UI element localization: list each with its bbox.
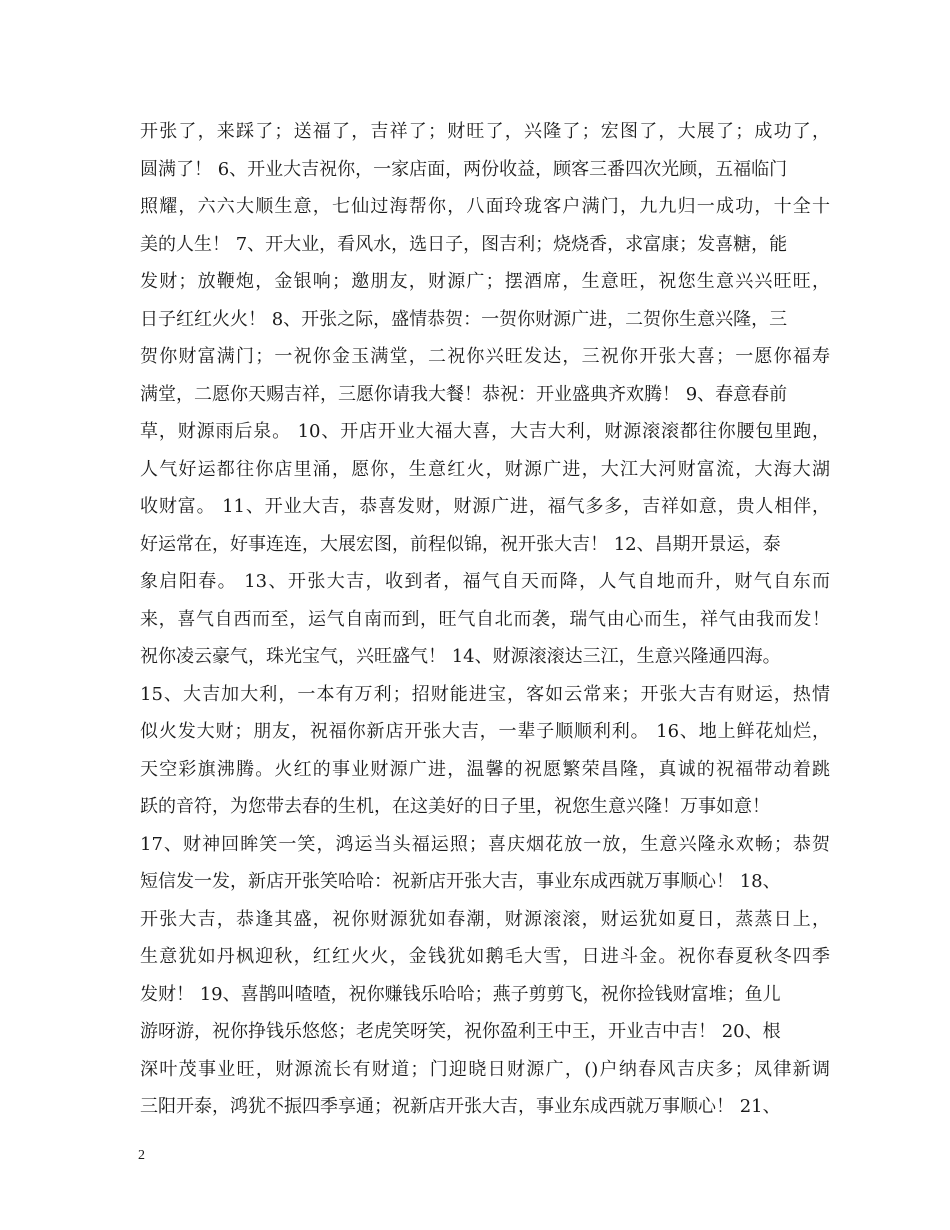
text-line: 贺你财富满门；一祝你金玉满堂，二祝你兴旺发达，三祝你开张大喜；一愿你福寿 xyxy=(140,346,830,367)
text-line: 照耀，六六大顺生意，七仙过海帮你，八面玲珑客户满门，九九归一成功，十全十 xyxy=(140,196,830,217)
text-line: 人气好运都往你店里涌，愿你，生意红火，财源广进，大江大河财富流，大海大湖 xyxy=(140,458,830,480)
body-text xyxy=(140,113,830,1126)
text-line: 收财富。 11、开业大吉，恭喜发财，财源广进，福气多多，吉祥如意，贵人相伴， xyxy=(140,496,830,517)
text-line: 美的人生！ 7、开大业，看风水，选日子，图吉利；烧烧香，求富康；发喜糖，能 xyxy=(140,233,788,255)
text-line: 满堂，二愿你天赐吉祥，三愿你请我大餐！恭祝：开业盛典齐欢腾！ 9、春意春前 xyxy=(140,383,788,405)
text-line: 象启阳春。 13、开张大吉，收到者，福气自天而降，人气自地而升，财气自东而 xyxy=(140,571,830,592)
text-line: 跃的音符，为您带去春的生机，在这美好的日子里，祝您生意兴隆！万事如意！ xyxy=(140,796,770,817)
text-line: 17、财神回眸笑一笑，鸿运当头福运照；喜庆烟花放一放，生意兴隆永欢畅；恭贺 xyxy=(140,833,830,855)
text-line: 三阳开泰，鸿犹不振四季享通；祝新店开张大吉，事业东成西就万事顺心！ 21、 xyxy=(140,1096,781,1117)
text-line: 祝你凌云豪气，珠光宝气，兴旺盛气！ 14、财源滚滚达三江，生意兴隆通四海。 xyxy=(140,646,781,667)
text-line: 短信发一发，新店开张笑哈哈：祝新店开张大吉，事业东成西就万事顺心！ 18、 xyxy=(140,871,781,892)
text-line: 发财！ 19、喜鹊叫喳喳，祝你赚钱乐哈哈；燕子剪剪飞，祝你捡钱财富堆；鱼儿 xyxy=(140,983,781,1005)
text-line: 天空彩旗沸腾。火红的事业财源广进，温馨的祝愿繁荣昌隆，真诚的祝福带动着跳 xyxy=(140,758,830,780)
text-line: 发财；放鞭炮，金银响；邀朋友，财源广；摆酒席，生意旺，祝您生意兴兴旺旺， xyxy=(140,271,830,292)
text-line: 开张大吉，恭逢其盛，祝你财源犹如春潮，财源滚滚，财运犹如夏日，蒸蒸日上， xyxy=(140,908,830,930)
text-line: 游呀游，祝你挣钱乐悠悠；老虎笑呀笑，祝你盈利王中王，开业吉中吉！ 20、根 xyxy=(140,1021,781,1042)
text-line: 圆满了！ 6、开业大吉祝你，一家店面，两份收益，顾客三番四次光顾，五福临门 xyxy=(140,158,788,180)
text-line: 来，喜气自西而至，运气自南而到，旺气自北而袭，瑞气由心而生，祥气由我而发！ xyxy=(140,608,830,630)
text-line: 开张了，来踩了；送福了，吉祥了；财旺了，兴隆了；宏图了，大展了；成功了， xyxy=(140,121,830,142)
text-line: 深叶茂事业旺，财源流长有财道；门迎晓日财源广，()户纳春风吉庆多；凤律新调 xyxy=(140,1058,830,1080)
text-line: 日子红红火火！ 8、开张之际，盛情恭贺：一贺你财源广进，二贺你生意兴隆，三 xyxy=(140,308,788,330)
text-line: 15、大吉加大利，一本有万利；招财能进宝，客如云常来；开张大吉有财运，热情 xyxy=(140,683,830,705)
page-number: 2 xyxy=(138,1148,145,1163)
text-line: 草，财源雨后泉。 10、开店开业大福大喜，大吉大利，财源滚滚都往你腰包里跑， xyxy=(140,421,830,442)
text-line: 好运常在，好事连连，大展宏图，前程似锦，祝开张大吉！ 12、昌期开景运，泰 xyxy=(140,533,781,555)
text-line: 生意犹如丹枫迎秋，红红火火，金钱犹如鹅毛大雪，日进斗金。祝你春夏秋冬四季 xyxy=(140,946,830,967)
text-line: 似火发大财；朋友，祝福你新店开张大吉，一辈子顺顺利利。 16、地上鲜花灿烂， xyxy=(140,721,830,742)
